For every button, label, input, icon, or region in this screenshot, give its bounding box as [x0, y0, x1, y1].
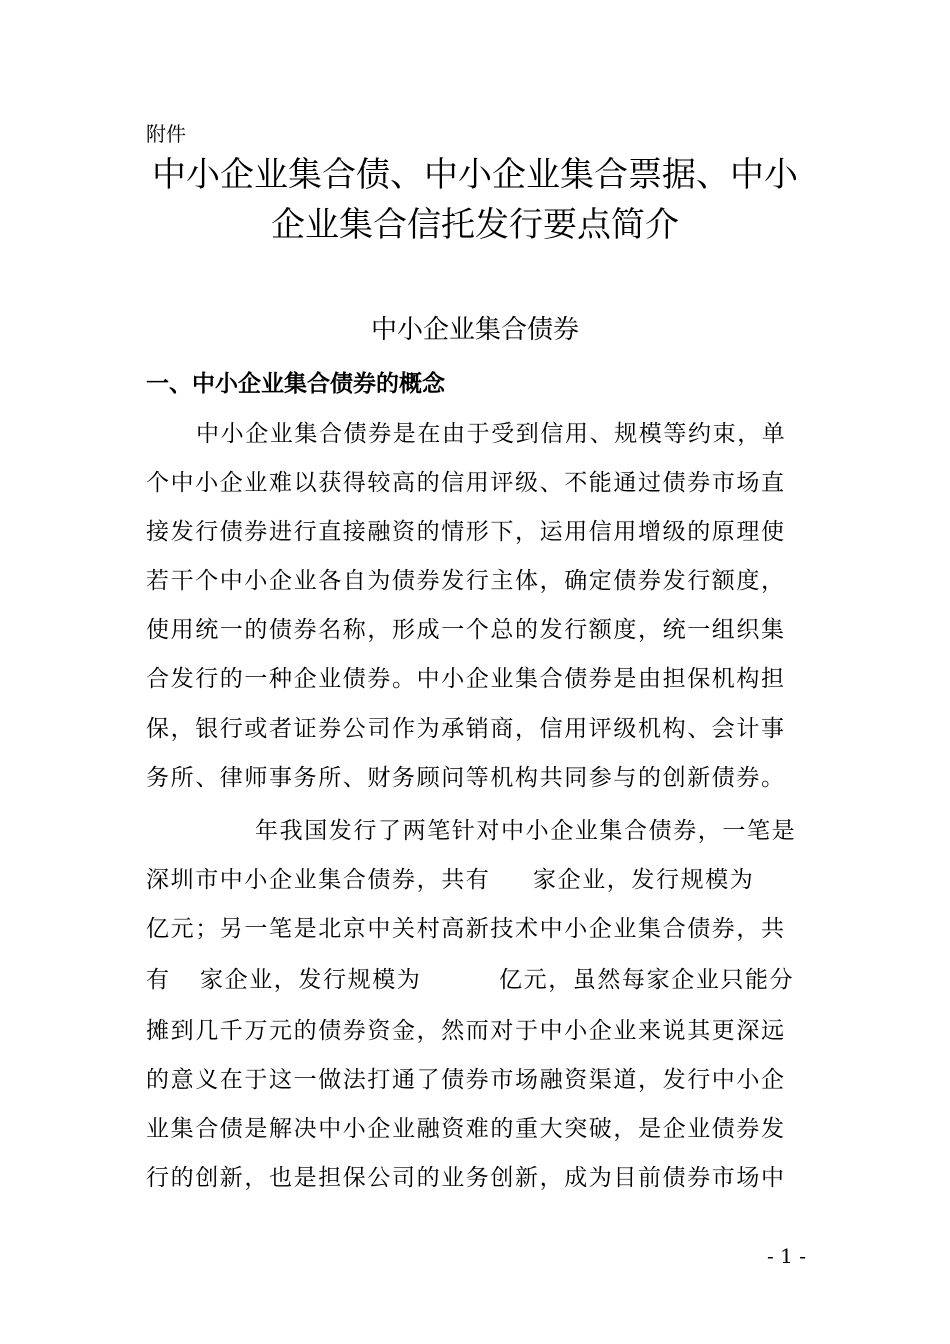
- attachment-label: 附件: [146, 122, 186, 146]
- paragraph-line: 接发行债券进行直接融资的情形下，运用信用增级的原理使: [146, 519, 786, 545]
- paragraph-line: 深圳市中小企业集合债券，共有: [146, 867, 491, 893]
- paragraph-line: 个中小企业难以获得较高的信用评级、不能通过债券市场直: [146, 470, 786, 496]
- paragraph-line: 使用统一的债券名称，形成一个总的发行额度，统一组织集: [146, 617, 786, 643]
- paragraph-line: 中小企业集合债券是在由于受到信用、规模等约束，单: [196, 421, 787, 447]
- paragraph-line: 亿元；另一笔是北京中关村高新技术中小企业集合债券，共: [146, 916, 786, 942]
- document-title-line-1: 中小企业集合债、中小企业集合票据、中小: [152, 155, 798, 195]
- page-number: - 1 -: [767, 1244, 806, 1268]
- paragraph-line: 摊到几千万元的债券资金，然而对于中小企业来说其更深远: [146, 1018, 786, 1044]
- paragraph-line: 行的创新，也是担保公司的业务创新，成为目前债券市场中: [146, 1165, 786, 1191]
- document-title-line-2: 企业集合信托发行要点简介: [271, 205, 679, 245]
- paragraph-line: 保，银行或者证券公司作为承销商，信用评级机构、会计事: [146, 716, 786, 742]
- paragraph-line: 家企业，发行规模为: [533, 867, 755, 893]
- paragraph-line: 务所、律师事务所、财务顾问等机构共同参与的创新债券。: [146, 765, 786, 791]
- section-title: 中小企业集合债券: [370, 315, 579, 345]
- paragraph-line: 的意义在于这一做法打通了债券市场融资渠道，发行中小企: [146, 1067, 786, 1093]
- paragraph-line: 有: [146, 967, 171, 993]
- paragraph-line: 合发行的一种企业债券。中小企业集合债券是由担保机构担: [146, 666, 786, 692]
- paragraph-line: 业集合债是解决中小企业融资难的重大突破，是企业债券发: [146, 1116, 786, 1142]
- heading-concept: 一、中小企业集合债券的概念: [146, 371, 445, 397]
- paragraph-line: 亿元，虽然每家企业只能分: [499, 967, 795, 993]
- paragraph-line: 家企业，发行规模为: [200, 967, 422, 993]
- paragraph-line: 若干个中小企业各自为债券发行主体，确定债券发行额度，: [146, 568, 786, 594]
- paragraph-line: 年我国发行了两笔针对中小企业集合债券，一笔是: [255, 818, 797, 844]
